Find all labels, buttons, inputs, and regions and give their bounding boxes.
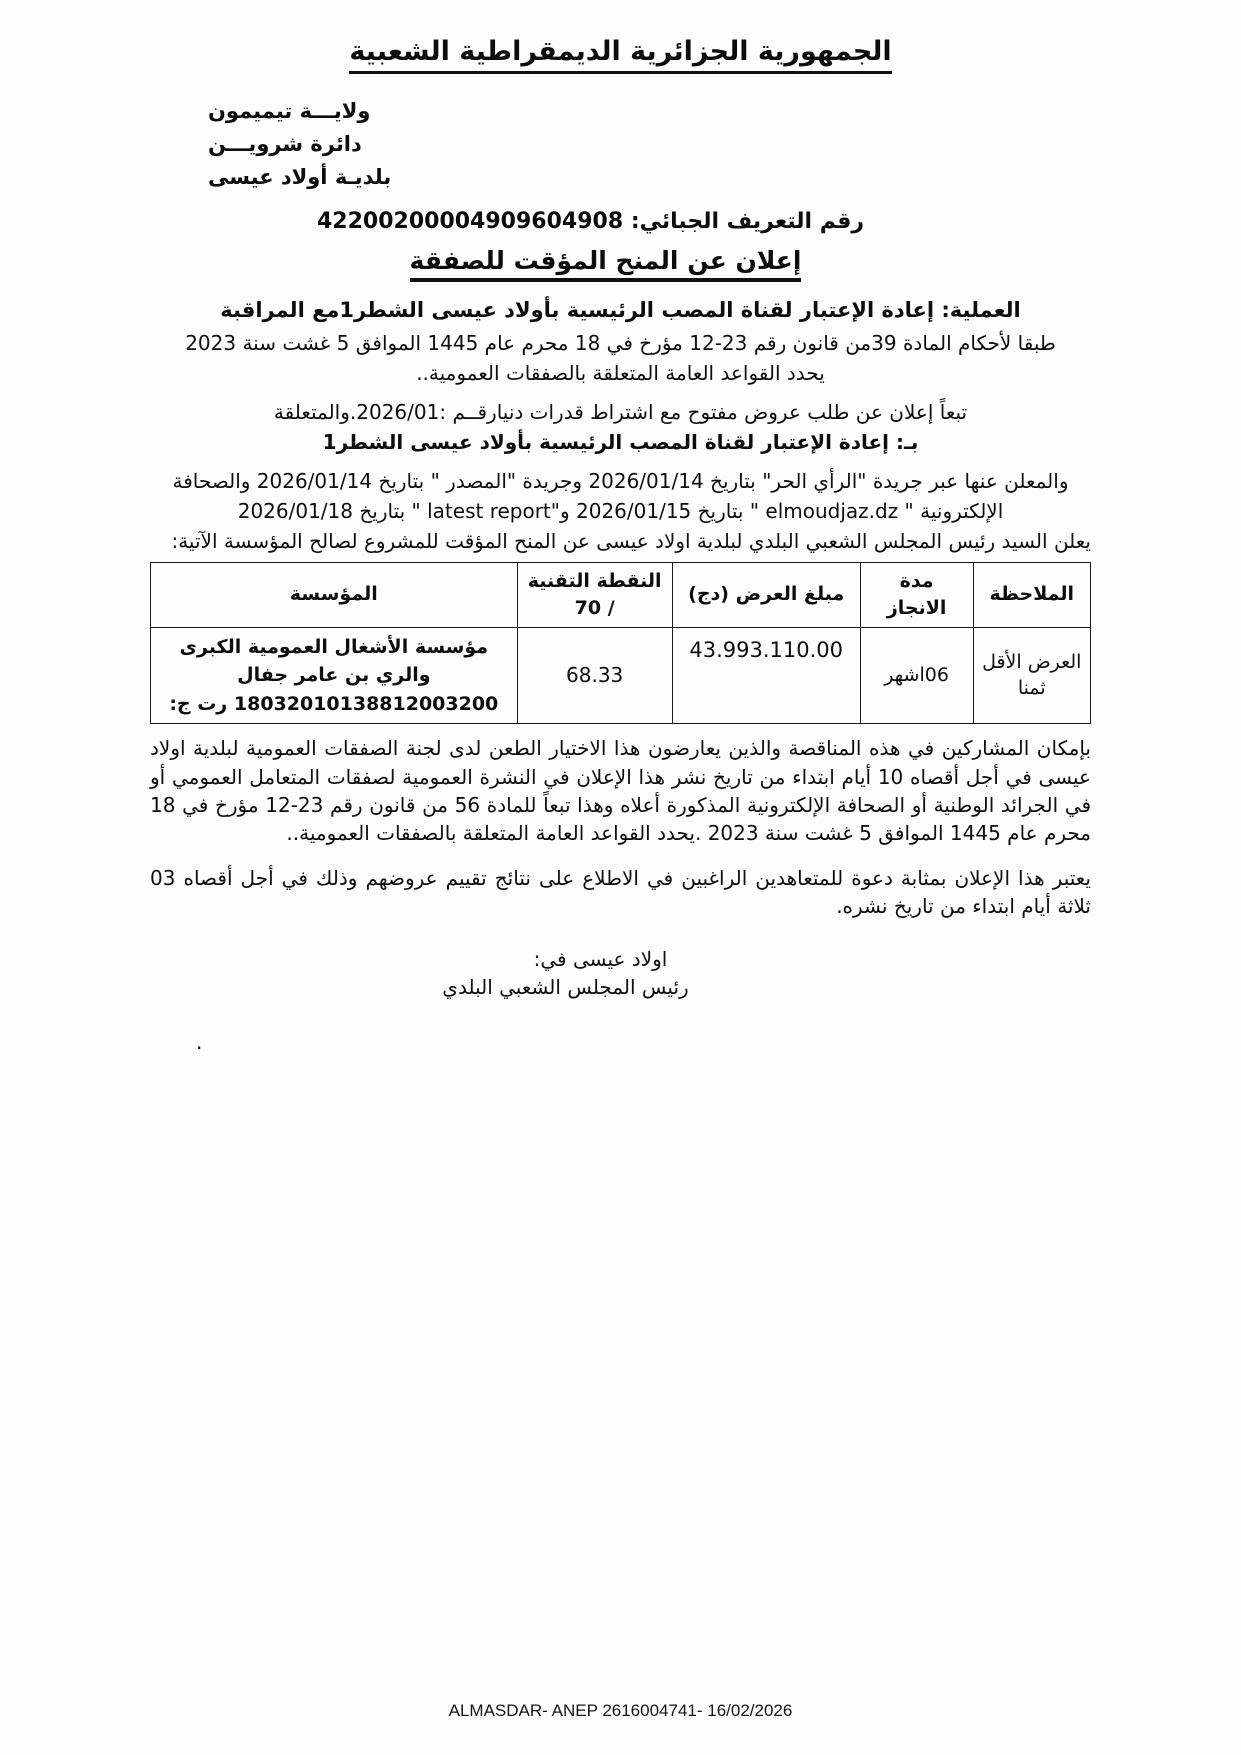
page-title-text: إعلان عن المنح المؤقت للصفقة [410, 246, 802, 282]
legal-paragraph-2: يحدد القواعد العامة المتعلقة بالصفقات العمومية.. [416, 361, 825, 386]
tax-id-value: 42200200004909604908 [316, 208, 624, 234]
firm-rc-label: رت ج: [169, 692, 228, 715]
republic-heading-text: الجمهورية الجزائرية الديمقراطية الشعبية [349, 36, 891, 74]
firm-rc-number: 18032010138812003200 [233, 692, 499, 715]
document-body [150, 34, 1091, 999]
firm-line-2: والري بن عامر جفال [237, 664, 431, 687]
results-table [150, 562, 1091, 724]
remark-line-2: ثمنا [1017, 677, 1046, 700]
administrative-header [150, 95, 1091, 195]
publication-line-1: والمعلن عنها عبر جريدة "الرأي الحر" بتاريخ 2026/01/14 وجريدة "المصدر " بتاريخ 2026/01/14 والصحافة [172, 468, 1069, 493]
daira-line: دائرة شرويـــن [208, 132, 362, 157]
announcement-line: يعلن السيد رئيس المجلس الشعبي البلدي لبلدية اولاد عيسى عن المنح المؤقت للمشروع لصالح المؤسسة الآتية: [171, 529, 1091, 554]
cell-duration: 06اشهر [860, 627, 973, 724]
publication-line-2: الإلكترونية " elmoudjaz.dz " بتاريخ 2026/01/15 و"latest report " بتاريخ 2026/01/18 [237, 499, 1004, 523]
wilaya-line: ولايـــة تيميمون [208, 99, 371, 124]
column-header-duration: مدة الانجاز [860, 562, 973, 627]
cell-remark [973, 627, 1091, 724]
tender-reference: تبعاً إعلان عن طلب عروض مفتوح مع اشتراط قدرات دنيارقــم :2026/01.والمتعلقة [273, 399, 968, 424]
column-header-amount: مبلغ العرض (دج) [672, 562, 860, 627]
signature-place: اولاد عيسى في: [533, 946, 668, 971]
cell-offer-amount: 43.993.110.00 [672, 627, 860, 724]
appeal-paragraph: بإمكان المشاركين في هذه المناقصة والذين يعارضون هذا الاختيار الطعن لدى لجنة الصفقات العمومية لبلدية اولاد عيسى في أجل أقصاه 10 أيام ابتداء من تاريخ نشر هذا الإعلان في النشرة العمومية لصفقات المتعامل العمومي أو في الجرائد الوطنية أو الصحافة الإلكترونية المذكورة أعلاه وهذا تبعاً للمادة 56 من قانون رقم 23-12 مؤرخ في 18 محرم عام 1445 الموافق 5 غشت سنة 2023 .يحدد القواعد العامة المتعلقة بالصفقات العمومية.. [150, 736, 1091, 846]
table-row [151, 627, 1091, 724]
cell-firm [151, 627, 518, 724]
firm-rc [157, 690, 511, 719]
column-header-firm: المؤسسة [151, 562, 518, 627]
tender-subject: بـ: إعادة الإعتبار لقناة المصب الرئيسية بأولاد عيسى الشطر1 [322, 430, 919, 455]
invitation-paragraph: يعتبر هذا الإعلان بمثابة دعوة للمتعاهدين الراغبين في الاطلاع على نتائج تقييم عروضهم وذلك في أجل أقصاه 03 ثلاثة أيام ابتداء من تاريخ نشره. [150, 865, 1091, 919]
baladia-line: بلديـة أولاد عيسى [208, 165, 392, 190]
table-header-row [151, 562, 1091, 627]
firm-line-1: مؤسسة الأشغال العمومية الكبرى [179, 635, 489, 658]
page-title [150, 246, 1091, 275]
column-header-technical-score: النقطة التقنية / 70 [517, 562, 672, 627]
tax-id-label: رقم التعريف الجبائي: [630, 208, 865, 234]
republic-heading [150, 34, 1091, 69]
remark-line-1: العرض الأقل [982, 650, 1082, 673]
footer-reference: ALMASDAR- ANEP 2616004741- 16/02/2026 [448, 1701, 793, 1720]
operation-line: العملية: إعادة الإعتبار لقناة المصب الرئيسية بأولاد عيسى الشطر1مع المراقبة [220, 297, 1021, 322]
signature-title: رئيس المجلس الشعبي البلدي [442, 974, 689, 999]
legal-paragraph-1: طبقا لأحكام المادة 39من قانون رقم 23-12 مؤرخ في 18 محرم عام 1445 الموافق 5 غشت سنة 2023 [185, 331, 1056, 356]
column-header-remark: الملاحظة [973, 562, 1091, 627]
cell-technical-score: 68.33 [517, 627, 672, 724]
signature-dot: . [196, 1030, 203, 1054]
tax-id-line [150, 209, 1091, 234]
